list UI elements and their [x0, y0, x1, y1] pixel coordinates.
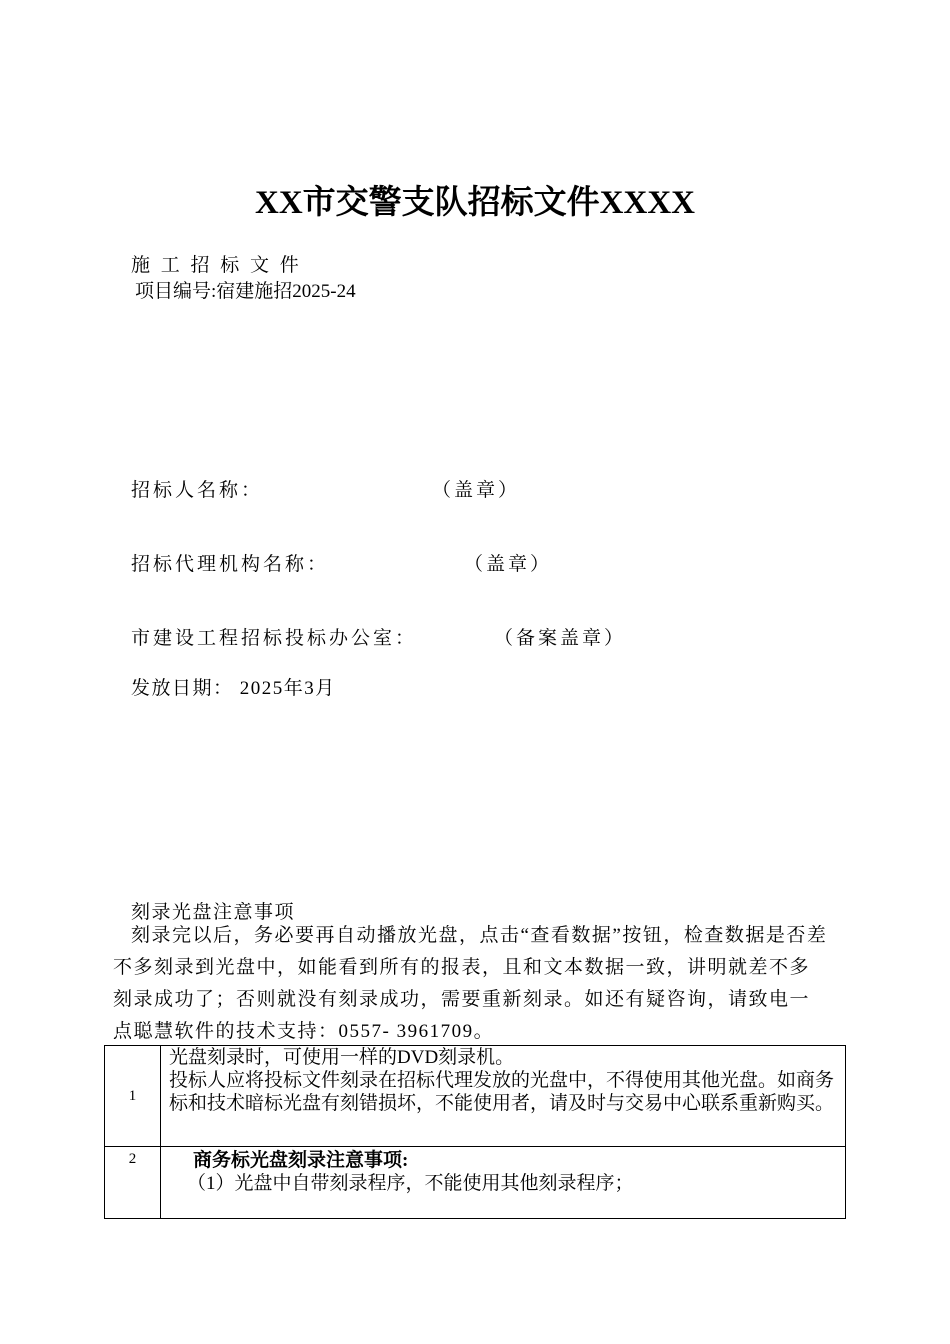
row-number: 2	[105, 1147, 161, 1219]
document-type: 施 工 招 标 文 件	[131, 255, 302, 276]
row-line: （1）光盘中自带刻录程序，不能使用其他刻录程序；	[187, 1173, 634, 1194]
row-content	[161, 1147, 846, 1219]
notice-paragraph	[113, 920, 829, 1048]
document-title: XX市交警支队招标文件XXXX	[255, 185, 695, 221]
row-content	[161, 1046, 846, 1147]
table-row	[105, 1147, 846, 1219]
office-stamp: （备案盖章）	[494, 628, 627, 649]
project-number: 项目编号:宿建施招2025-24	[135, 281, 356, 302]
office-label: 市建设工程招标投标办公室：	[131, 628, 418, 649]
tenderer-name-label: 招标人名称：	[131, 480, 264, 501]
agency-name-label: 招标代理机构名称：	[131, 554, 330, 575]
issue-date: 发放日期： 2025年3月	[131, 678, 336, 699]
row-number: 1	[105, 1046, 161, 1147]
notice-heading: 刻录光盘注意事项	[131, 902, 296, 923]
row-heading: 商务标光盘刻录注意事项:	[193, 1150, 409, 1171]
row-line: 光盘刻录时，可使用一样的DVD刻录机。	[169, 1047, 515, 1068]
agency-stamp: （盖章）	[464, 554, 553, 575]
notice-text: 刻录完以后，务必要再自动播放光盘，点击“查看数据”按钮，检查数据是否差不多刻录到光盘中，如能看到所有的报表，且和文本数据一致，讲明就差不多刻录成功了；否则就没有刻录成功，需要重新刻录。如还有疑咨询，请致电一点聪慧软件的技术支持：0557- 3961709。	[113, 925, 828, 1042]
tenderer-stamp: （盖章）	[432, 480, 521, 501]
table-row	[105, 1046, 846, 1147]
row-line: 投标人应将投标文件刻录在招标代理发放的光盘中，不得使用其他光盘。如商务标和技术暗标光盘有刻错损坏，不能使用者，请及时与交易中心联系重新购买。	[169, 1070, 835, 1114]
notes-table	[104, 1045, 846, 1219]
